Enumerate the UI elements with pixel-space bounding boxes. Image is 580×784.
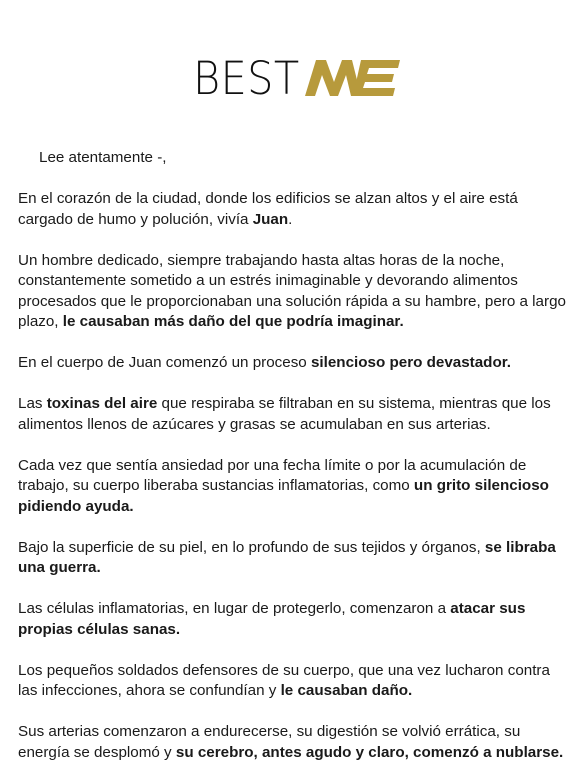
emphasis-text: toxinas del aire [46, 395, 158, 412]
body-paragraph [18, 538, 566, 579]
paragraph-text: Un hombre dedicado, siempre trabajando hasta altas horas de la noche, constantemente sometido a un estrés inimaginable y devorando alimentos procesados que le proporcionaban una solución rápida a su hambre, pero a largo plazo, [18, 251, 566, 330]
emphasis-text: su cerebro, antes agudo y claro, comenzó a nublarse. [175, 743, 564, 761]
emphasis-text: le causaban daño. [280, 682, 413, 699]
logo-me-mark [303, 58, 403, 98]
paragraph-text: Las células inflamatorias, en lugar de protegerlo, comenzaron a [18, 600, 451, 617]
paragraph-text: . [288, 210, 293, 228]
paragraph-text: Sus arterias comenzaron a endurecerse, su digestión se volvió errática, su energía se desplomó y [18, 723, 521, 761]
paragraph-text: En el cuerpo de Juan comenzó un proceso [18, 354, 311, 371]
body-paragraph [18, 599, 566, 640]
emphasis-text: se libraba una guerra. [18, 538, 556, 576]
body-paragraph [18, 661, 566, 702]
body-paragraph [18, 189, 566, 230]
emphasis-text: le causaban más daño del que podría imaginar. [62, 313, 404, 330]
body-paragraph [18, 394, 566, 435]
brand-logo [193, 53, 403, 103]
body-paragraph [18, 456, 566, 518]
body-paragraph [18, 251, 566, 333]
paragraph-text: Los pequeños soldados defensores de su cuerpo, que una vez lucharon contra las infecciones, ahora se confundían y [18, 661, 550, 699]
paragraph-text: En el corazón de la ciudad, donde los edificios se alzan altos y el aire está cargado de humo y polución, vivía [18, 190, 518, 228]
greeting: Lee atentamente -, [39, 149, 167, 166]
emphasis-text: atacar sus propias células sanas. [18, 600, 526, 638]
paragraph-text: Cada vez que sentía ansiedad por una fecha límite o por la acumulación de trabajo, su cuerpo liberaba sustancias inflamatorias, como [18, 456, 527, 494]
logo-best-text: BEST [193, 51, 300, 105]
paragraph-text: que respiraba se filtraban en su sistema, mientras que los alimentos llenos de azúcares y grasas se acumulaban en sus arterias. [18, 395, 551, 433]
emphasis-text: Juan [252, 210, 289, 228]
paragraph-list [18, 189, 566, 763]
body-paragraph [18, 722, 566, 763]
email-body [18, 148, 566, 784]
emphasis-text: silencioso pero devastador. [310, 354, 512, 371]
emphasis-text: un grito silencioso pidiendo ayuda. [18, 477, 549, 515]
body-paragraph [18, 353, 566, 374]
paragraph-text: Las [18, 395, 47, 412]
paragraph-text: Bajo la superficie de su piel, en lo profundo de sus tejidos y órganos, [18, 538, 485, 556]
